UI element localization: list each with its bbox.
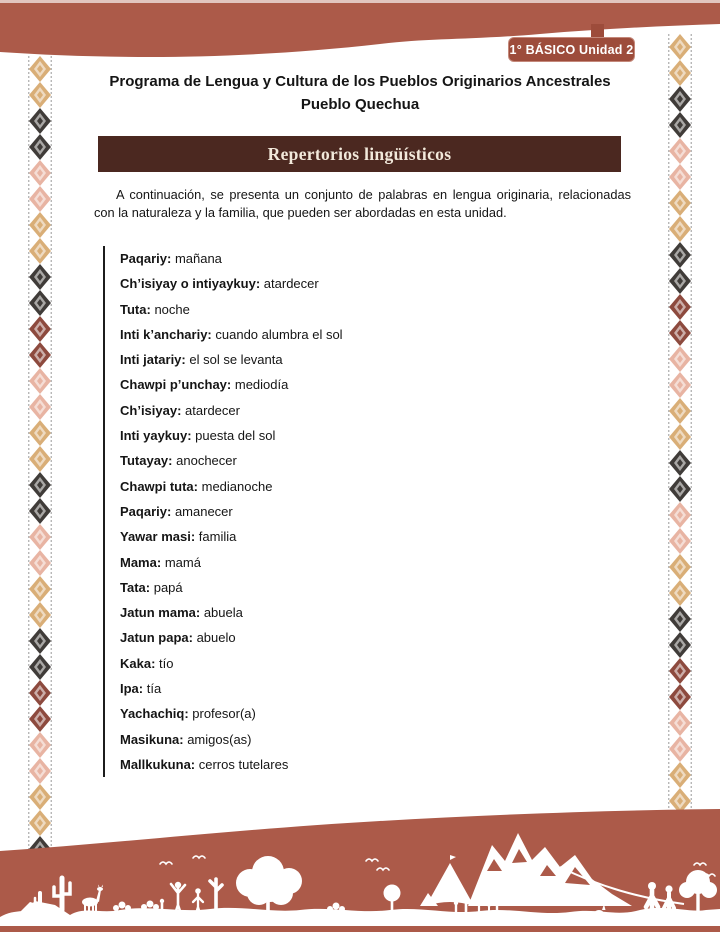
vocab-definition: mañana xyxy=(174,251,222,266)
header-titles xyxy=(60,72,660,115)
vocab-item xyxy=(120,297,343,322)
vocab-item xyxy=(120,727,343,752)
vocab-term: Tuta xyxy=(120,301,147,317)
vocab-term: Tata xyxy=(120,579,146,595)
vocab-item xyxy=(120,625,343,650)
vocab-item xyxy=(120,752,343,777)
vocab-definition: abuelo xyxy=(196,630,236,646)
vocab-term: Yachachiq xyxy=(120,706,185,722)
vocab-term: Mallkukuna xyxy=(120,756,191,772)
vocab-definition: anochecer xyxy=(176,453,237,469)
vocab-item xyxy=(120,372,343,397)
vocab-term: Jatun mama xyxy=(120,605,196,621)
vocab-definition: familia xyxy=(198,529,237,545)
top-edge-highlight xyxy=(0,0,720,3)
vocab-term: Tutayay xyxy=(120,453,169,469)
vocab-definition: mamá xyxy=(164,554,201,570)
vocab-definition: el sol se levanta xyxy=(189,352,283,368)
vocab-term: Mama xyxy=(120,554,157,570)
vocab-definition: medianoche xyxy=(201,478,273,494)
vocab-term: Paqariy xyxy=(120,251,167,266)
vocab-definition: abuela xyxy=(203,605,243,621)
vocab-separator: : xyxy=(187,428,196,444)
vocab-item xyxy=(120,398,343,423)
vocab-term: Chawpi tuta xyxy=(120,478,194,494)
vocab-term: Yawar masi xyxy=(120,529,191,545)
vocab-item xyxy=(120,474,343,499)
vocab-definition: papá xyxy=(153,579,183,595)
textile-pattern-right xyxy=(668,34,692,810)
vocab-item xyxy=(120,701,343,726)
vocab-item xyxy=(120,575,343,600)
vocab-item xyxy=(120,651,343,676)
vocab-term: Jatun papa xyxy=(120,630,189,646)
vocab-separator: : xyxy=(177,402,186,418)
vocab-item xyxy=(120,524,343,549)
vocab-term: Ch’isiyay o intiyaykuy xyxy=(120,276,256,292)
vocab-separator: : xyxy=(226,377,235,393)
vocab-item xyxy=(120,322,343,347)
vocab-term: Inti jatariy xyxy=(120,352,182,368)
vocab-separator: : xyxy=(166,503,175,519)
vocab-separator: : xyxy=(166,251,175,266)
vocab-term: Inti yaykuy xyxy=(120,428,188,444)
vocab-separator: : xyxy=(255,276,264,292)
vocab-definition: tía xyxy=(146,681,162,697)
intro-paragraph: A continuación, se presenta un conjunto de palabras en lengua originaria, relacionadas con la naturaleza y la familia, que pueden ser abordadas en esta unidad. xyxy=(94,187,631,220)
vocab-term: Ch’isiyay xyxy=(120,402,178,418)
vocab-item xyxy=(120,448,343,473)
vocab-separator: : xyxy=(207,326,216,342)
vocab-definition: amanecer xyxy=(174,503,233,519)
vocab-separator: : xyxy=(195,605,204,621)
vocab-separator: : xyxy=(145,579,154,595)
vocab-item xyxy=(120,550,343,575)
program-title: Programa de Lengua y Cultura de los Pueblos Originarios Ancestrales xyxy=(109,73,611,90)
vocab-item xyxy=(120,347,343,372)
unit-badge-label: 1° BÁSICO Unidad 2 xyxy=(509,42,634,57)
vocab-item xyxy=(120,271,343,296)
vocab-definition: amigos(as) xyxy=(187,731,252,747)
textile-pattern-left xyxy=(28,56,52,851)
vocab-term: Ipa xyxy=(120,681,139,697)
vocab-definition: atardecer xyxy=(185,402,240,418)
vocab-term: Paqariy xyxy=(120,503,167,519)
vocab-separator: : xyxy=(181,352,190,368)
section-banner-title: Repertorios lingüísticos xyxy=(267,143,452,164)
vocab-separator: : xyxy=(190,529,199,545)
vocab-separator: : xyxy=(184,706,193,722)
vocab-item xyxy=(120,676,343,701)
vocab-item xyxy=(120,246,343,271)
vocab-separator: : xyxy=(156,554,165,570)
vocabulary-list xyxy=(103,246,343,777)
vocab-definition: profesor(a) xyxy=(192,706,256,722)
vocab-separator: : xyxy=(151,655,160,671)
vocab-separator: : xyxy=(168,453,177,469)
unit-badge xyxy=(508,37,635,62)
vocab-separator: : xyxy=(188,630,197,646)
vocab-definition: cuando alumbra el sol xyxy=(215,326,343,342)
vocab-term: Masikuna xyxy=(120,731,180,747)
vocab-term: Kaka xyxy=(120,655,152,671)
vocab-definition: mediodía xyxy=(234,377,289,393)
vocab-term: Chawpi p’unchay xyxy=(120,377,227,393)
vocab-separator: : xyxy=(138,681,147,697)
vocab-separator: : xyxy=(193,478,202,494)
vocab-item xyxy=(120,499,343,524)
vocab-definition: puesta del sol xyxy=(195,428,276,444)
vocab-separator: : xyxy=(179,731,188,747)
vocab-definition: cerros tutelares xyxy=(198,756,289,772)
vocab-definition: noche xyxy=(154,301,190,317)
textile-border-right xyxy=(668,34,692,810)
textile-border-left xyxy=(28,56,52,851)
section-banner xyxy=(98,136,621,172)
vocab-separator: : xyxy=(146,301,155,317)
vocab-item xyxy=(120,423,343,448)
bottom-scene xyxy=(0,805,720,932)
vocab-definition: atardecer xyxy=(263,276,319,292)
vocab-definition: tío xyxy=(159,655,174,671)
vocab-separator: : xyxy=(190,756,199,772)
program-subtitle: Pueblo Quechua xyxy=(300,96,420,113)
vocab-term: Inti k’anchariy xyxy=(120,326,208,342)
vocab-item xyxy=(120,600,343,625)
